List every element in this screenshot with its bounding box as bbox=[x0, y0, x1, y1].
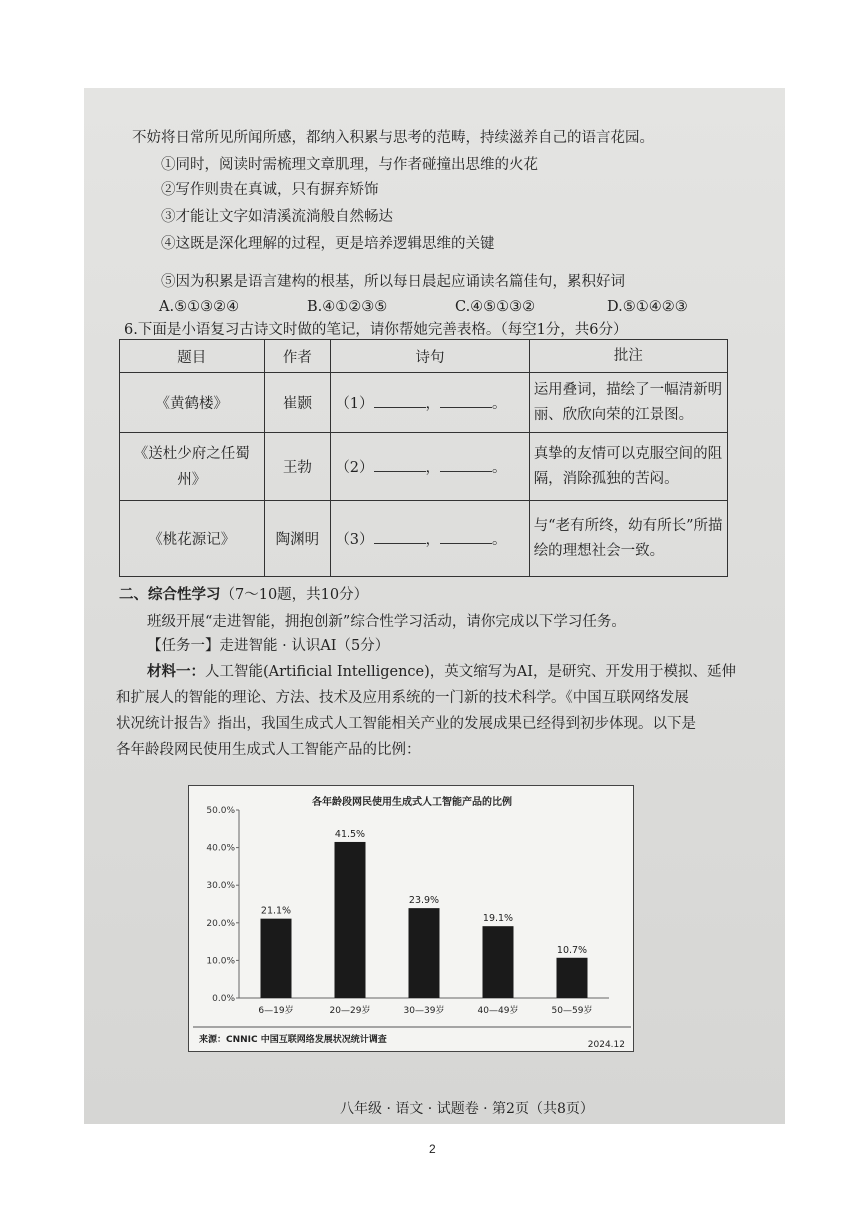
answer-blank[interactable] bbox=[440, 457, 492, 472]
header-author: 作者 bbox=[264, 340, 331, 373]
y-tick-label: 10.0% bbox=[206, 956, 235, 967]
y-tick-label: 30.0% bbox=[206, 881, 235, 892]
table-header-row bbox=[120, 340, 728, 373]
chart-title: 各年龄段网民使用生成式人工智能产品的比例 bbox=[312, 797, 512, 808]
verse-blanks bbox=[331, 433, 529, 501]
answer-blank[interactable] bbox=[374, 457, 426, 472]
y-tick-label: 40.0% bbox=[206, 843, 235, 854]
y-tick-label: 50.0% bbox=[206, 806, 235, 816]
bar-chart bbox=[188, 785, 634, 1052]
poem-author: 陶渊明 bbox=[264, 501, 331, 577]
poetry-table bbox=[119, 339, 728, 577]
poem-title: 《黄鹤楼》 bbox=[120, 373, 265, 433]
sentence-2: ②写作则贵在真诚，只有摒弃矫饰 bbox=[161, 182, 379, 198]
chart-date: 2024.12 bbox=[587, 1040, 625, 1050]
table-row bbox=[120, 501, 728, 577]
page-number: 2 bbox=[429, 1142, 436, 1156]
option-a: A.⑤①③②④ bbox=[159, 299, 240, 315]
header-note: 批注 bbox=[529, 340, 727, 373]
header-verse: 诗句 bbox=[331, 340, 529, 373]
x-tick-label: 40—49岁 bbox=[477, 1006, 519, 1016]
poem-author: 崔颢 bbox=[264, 373, 331, 433]
bar-value-label: 10.7% bbox=[556, 944, 588, 956]
period: 。 bbox=[492, 532, 507, 548]
comma: ， bbox=[425, 460, 441, 476]
poem-title: 《桃花源记》 bbox=[120, 501, 265, 577]
period: 。 bbox=[492, 460, 507, 476]
answer-blank[interactable] bbox=[374, 393, 426, 408]
answer-blank[interactable] bbox=[374, 529, 426, 544]
table-row bbox=[120, 433, 728, 501]
y-tick-label: 20.0% bbox=[206, 918, 235, 929]
bar bbox=[483, 926, 514, 998]
answer-blank[interactable] bbox=[440, 529, 492, 544]
page-footer: 八年级 · 语文 · 试题卷 · 第2页（共8页） bbox=[340, 1101, 594, 1117]
bar-value-label: 21.1% bbox=[260, 905, 292, 917]
section-title: 二、综合性学习 bbox=[119, 586, 221, 603]
comma: ， bbox=[425, 396, 441, 412]
question-6-prompt: 6.下面是小语复习古诗文时做的笔记，请你帮她完善表格。（每空1分，共6分） bbox=[124, 322, 628, 338]
poem-title: 《送杜少府之任蜀州》 bbox=[120, 433, 265, 501]
x-tick-label: 6—19岁 bbox=[258, 1006, 294, 1016]
sentence-5: ⑤因为积累是语言建构的根基，所以每日晨起应诵读名篇佳句，累积好词 bbox=[161, 274, 625, 290]
answer-blank[interactable] bbox=[440, 393, 492, 408]
poem-note: 与“老有所终，幼有所长”所描绘的理想社会一致。 bbox=[529, 501, 727, 577]
option-b: B.④①②③⑤ bbox=[307, 299, 388, 315]
section-heading bbox=[119, 585, 368, 605]
intro-line: 不妨将日常所见所闻所感，都纳入积累与思考的范畴，持续滋养自己的语言花园。 bbox=[132, 130, 654, 146]
bar bbox=[335, 842, 366, 998]
period: 。 bbox=[492, 396, 507, 412]
material-line: 状况统计报告》指出，我国生成式人工智能相关产业的发展成果已经得到初步体现。以下是 bbox=[116, 716, 696, 732]
blank-number: （1） bbox=[335, 396, 374, 412]
bar bbox=[557, 958, 588, 998]
task-1-heading: 【任务一】走进智能 · 认识AI（5分） bbox=[147, 638, 390, 654]
material-1 bbox=[147, 662, 736, 682]
x-tick-label: 20—29岁 bbox=[329, 1006, 371, 1016]
bar-value-label: 23.9% bbox=[408, 895, 440, 907]
bar bbox=[261, 919, 292, 998]
bar bbox=[409, 908, 440, 998]
poem-note: 运用叠词，描绘了一幅清新明丽、欣欣向荣的江景图。 bbox=[529, 373, 727, 433]
section-points: （7～10题，共10分） bbox=[220, 587, 369, 603]
y-tick-label: 0.0% bbox=[212, 994, 235, 1004]
material-line: 各年龄段网民使用生成式人工智能产品的比例： bbox=[116, 742, 421, 758]
comma: ， bbox=[425, 532, 441, 548]
x-tick-label: 30—39岁 bbox=[403, 1006, 445, 1016]
option-d: D.⑤①④②③ bbox=[607, 299, 688, 315]
sentence-3: ③才能让文字如清溪流淌般自然畅达 bbox=[161, 209, 393, 225]
table-row bbox=[120, 373, 728, 433]
poem-author: 王勃 bbox=[264, 433, 331, 501]
verse-blanks bbox=[331, 501, 529, 577]
material-line: 人工智能(Artificial Intelligence)，英文缩写为AI，是研究、开发用于模拟、延伸 bbox=[205, 664, 736, 680]
material-line: 和扩展人的智能的理论、方法、技术及应用系统的一门新的技术科学。《中国互联网络发展 bbox=[116, 690, 689, 706]
bar-value-label: 41.5% bbox=[334, 828, 366, 840]
header-title: 题目 bbox=[120, 340, 265, 373]
chart-canvas bbox=[189, 786, 635, 1053]
option-c: C.④⑤①③② bbox=[455, 299, 536, 315]
sentence-4: ④这既是深化理解的过程，更是培养逻辑思维的关键 bbox=[161, 236, 495, 252]
activity-intro: 班级开展“走进智能，拥抱创新”综合性学习活动，请你完成以下学习任务。 bbox=[147, 614, 626, 630]
blank-number: （3） bbox=[335, 532, 374, 548]
material-label: 材料一： bbox=[147, 663, 205, 680]
bar-value-label: 19.1% bbox=[482, 913, 514, 925]
verse-blanks bbox=[331, 373, 529, 433]
blank-number: （2） bbox=[335, 460, 374, 476]
x-tick-label: 50—59岁 bbox=[551, 1006, 593, 1016]
poem-note: 真挚的友情可以克服空间的阻隔，消除孤独的苦闷。 bbox=[529, 433, 727, 501]
chart-source: 来源：CNNIC 中国互联网络发展状况统计调查 bbox=[199, 1035, 387, 1045]
sentence-1: ①同时，阅读时需梳理文章肌理，与作者碰撞出思维的火花 bbox=[161, 157, 538, 173]
